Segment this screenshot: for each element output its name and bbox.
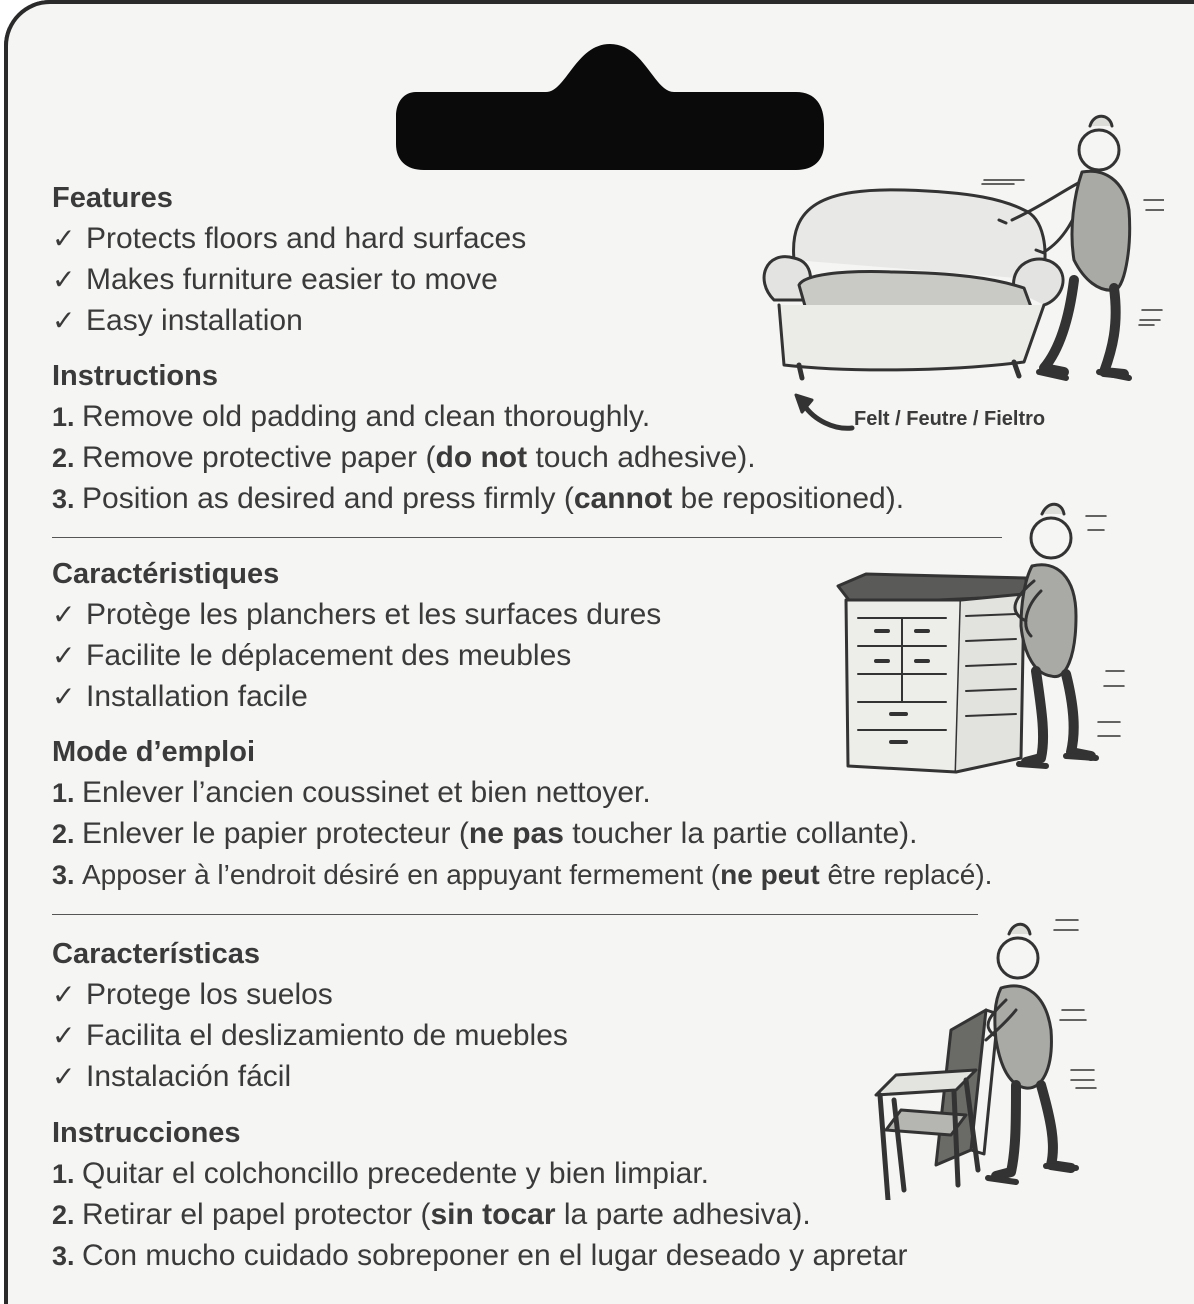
step-es-3: 3. Con mucho cuidado sobreponer en el lugar deseado y apretar — [52, 1239, 908, 1272]
feature-item-en-2: ✓ Makes furniture easier to move — [52, 259, 904, 300]
step-en-2: 2. Remove protective paper (do not touch adhesive). — [52, 441, 756, 474]
step-en-3: 3. Position as desired and press firmly (cannot be repositioned). — [52, 482, 905, 515]
step-es-1: 1. Quitar el colchoncillo precedente y bien limpiar. — [52, 1157, 709, 1190]
check-icon: ✓ — [52, 640, 76, 671]
feature-item-es-3: ✓ Instalación fácil — [52, 1056, 908, 1097]
features-heading-fr: Caractéristiques — [52, 558, 280, 590]
section-divider — [52, 914, 978, 915]
step-es-2: 2. Retirar el papel protector (sin tocar la parte adhesiva). — [52, 1198, 811, 1231]
features-heading-en: Features — [52, 182, 173, 214]
instructions-heading-es: Instrucciones — [52, 1117, 241, 1149]
check-icon: ✓ — [52, 1020, 76, 1051]
instructions-heading-en: Instructions — [52, 360, 218, 392]
feature-item-es-2: ✓ Facilita el deslizamiento de muebles — [52, 1015, 908, 1056]
check-icon: ✓ — [52, 305, 76, 336]
feature-item-en-3: ✓ Easy installation — [52, 300, 904, 341]
step-en-1: 1. Remove old padding and clean thoroughly. — [52, 400, 651, 433]
feature-item-fr-2: ✓ Facilite le déplacement des meubles — [52, 635, 992, 676]
instructions-heading-fr: Mode d’emploi — [52, 736, 255, 768]
feature-item-fr-3: ✓ Installation facile — [52, 676, 992, 717]
dresser-illustration — [836, 496, 1126, 786]
feature-item-es-1: ✓ Protege los suelos — [52, 974, 908, 1015]
check-icon: ✓ — [52, 223, 76, 254]
sofa-illustration — [744, 110, 1164, 440]
felt-callout-label: Felt / Feutre / Fieltro — [854, 408, 1046, 430]
step-fr-3: 3. Apposer à l’endroit désiré en appuyant fermement (ne peut être replacé). — [52, 859, 993, 890]
check-icon: ✓ — [52, 599, 76, 630]
chair-illustration — [866, 910, 1102, 1200]
check-icon: ✓ — [52, 1061, 76, 1092]
feature-item-fr-1: ✓ Protège les planchers et les surfaces dures — [52, 594, 992, 635]
step-fr-2: 2. Enlever le papier protecteur (ne pas toucher la partie collante). — [52, 817, 918, 850]
check-icon: ✓ — [52, 979, 76, 1010]
check-icon: ✓ — [52, 681, 76, 712]
step-fr-1: 1. Enlever l’ancien coussinet et bien nettoyer. — [52, 776, 651, 809]
check-icon: ✓ — [52, 264, 76, 295]
features-heading-es: Características — [52, 938, 260, 970]
spanish-section — [52, 934, 908, 1276]
feature-item-en-1: ✓ Protects floors and hard surfaces — [52, 218, 904, 259]
